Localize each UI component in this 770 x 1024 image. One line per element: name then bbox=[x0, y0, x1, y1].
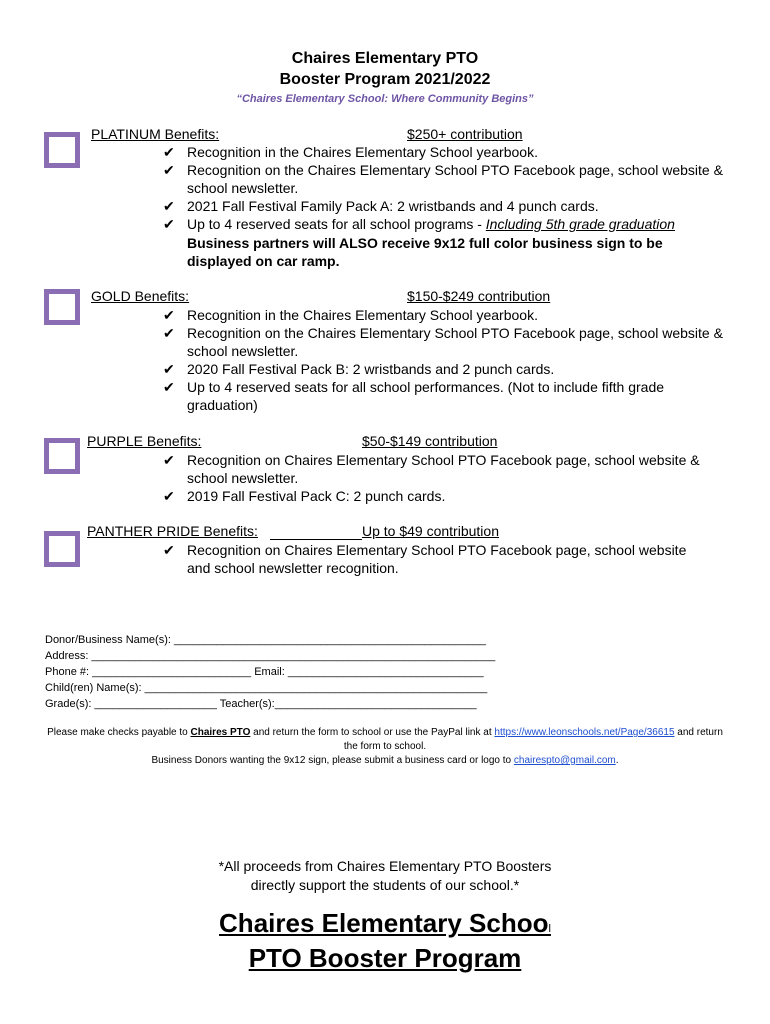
grade-teacher-field[interactable]: Grade(s): ____________________ Teacher(s):_________________________________ bbox=[45, 698, 477, 710]
check-icon: ✔ bbox=[163, 542, 175, 558]
check-icon: ✔ bbox=[163, 144, 175, 160]
gold-tier-name: GOLD Benefits: bbox=[91, 288, 190, 304]
panther-pride-benefit-list bbox=[163, 541, 703, 577]
list-item: ✔ Recognition in the Chaires Elementary School yearbook. bbox=[163, 307, 538, 323]
platinum-checkbox[interactable] bbox=[44, 132, 80, 168]
payment-instructions: Please make checks payable to Chaires PTO and return the form to school or use the PayPal link at https://www.leonschools.net/Page/36615 and return the form to school. Business Donors wanting the 9x12 sign, please submit a business card or logo to chairespto@gmail.com. bbox=[47, 727, 723, 766]
list-item: ✔ 2021 Fall Festival Family Pack A: 2 wristbands and 4 punch cards. bbox=[163, 198, 599, 214]
gold-checkbox[interactable] bbox=[44, 289, 80, 325]
check-icon: ✔ bbox=[163, 488, 175, 504]
list-item: ✔ Recognition on the Chaires Elementary School PTO Facebook page, school website & school newsletter. bbox=[163, 162, 723, 196]
check-icon: ✔ bbox=[163, 198, 175, 214]
check-icon: ✔ bbox=[163, 452, 175, 468]
list-item: ✔ Recognition on Chaires Elementary School PTO Facebook page, school website and school newsletter recognition. bbox=[163, 542, 687, 576]
list-item: ✔ Recognition on Chaires Elementary School PTO Facebook page, school website & school newsletter. bbox=[163, 452, 700, 486]
email-link[interactable]: chairespto@gmail.com bbox=[513, 755, 616, 766]
list-item: ✔ 2020 Fall Festival Pack B: 2 wristbands and 2 punch cards. bbox=[163, 361, 555, 377]
paypal-link[interactable]: https://www.leonschools.net/Page/36615 bbox=[494, 727, 675, 738]
check-icon: ✔ bbox=[163, 162, 175, 178]
check-icon: ✔ bbox=[163, 379, 175, 395]
phone-email-field[interactable]: Phone #: __________________________ Email: ________________________________ bbox=[45, 666, 484, 678]
check-icon: ✔ bbox=[163, 307, 175, 323]
gold-benefit-list bbox=[163, 306, 733, 414]
check-icon: ✔ bbox=[163, 216, 175, 232]
purple-checkbox[interactable] bbox=[44, 438, 80, 474]
list-item: ✔ Up to 4 reserved seats for all school programs - Including 5th grade graduation bbox=[163, 216, 675, 232]
address-field[interactable]: Address: __________________________________________________________________ bbox=[45, 650, 496, 662]
list-item: ✔ 2019 Fall Festival Pack C: 2 punch cards. bbox=[163, 488, 446, 504]
check-icon: ✔ bbox=[163, 361, 175, 377]
panther-pride-underline bbox=[270, 539, 362, 540]
purple-tier-name: PURPLE Benefits: bbox=[87, 433, 202, 449]
donor-name-field[interactable]: Donor/Business Name(s): ___________________________________________________ bbox=[45, 634, 486, 646]
gold-tier-amount: $150-$249 contribution bbox=[407, 288, 551, 304]
graduation-emphasis: Including 5th grade graduation bbox=[485, 216, 675, 232]
list-item: ✔ Recognition on the Chaires Elementary School PTO Facebook page, school website & school newsletter. bbox=[163, 325, 723, 359]
platinum-tier-name: PLATINUM Benefits: bbox=[91, 126, 220, 142]
page-subtitle: Booster Program 2021/2022 bbox=[279, 71, 491, 88]
panther-pride-tier-name: PANTHER PRIDE Benefits: bbox=[87, 523, 258, 539]
panther-pride-tier-amount: Up to $49 contribution bbox=[362, 523, 499, 539]
business-partner-note: Business partners will ALSO receive 9x12 full color business sign to be displayed on car ramp. bbox=[187, 235, 663, 269]
platinum-benefit-list bbox=[163, 143, 733, 233]
proceeds-note: *All proceeds from Chaires Elementary PTO Boosters directly support the students of our school.* bbox=[218, 858, 552, 893]
list-item: ✔ Up to 4 reserved seats for all school performances. (Not to include fifth grade graduation) bbox=[163, 379, 665, 413]
purple-tier-amount: $50-$149 contribution bbox=[362, 433, 498, 449]
page-title: Chaires Elementary PTO bbox=[291, 50, 479, 67]
children-names-field[interactable]: Child(ren) Name(s): ________________________________________________________ bbox=[45, 682, 488, 694]
payable-to: Chaires PTO bbox=[190, 727, 251, 738]
check-icon: ✔ bbox=[163, 325, 175, 341]
platinum-tier-amount: $250+ contribution bbox=[407, 126, 523, 142]
footer-title-line2: PTO Booster Program bbox=[248, 943, 522, 973]
footer-title-line1: Chaires Elementary School bbox=[219, 908, 551, 938]
school-motto: “Chaires Elementary School: Where Community Begins” bbox=[236, 93, 534, 105]
list-item: ✔ Recognition in the Chaires Elementary School yearbook. bbox=[163, 144, 538, 160]
purple-benefit-list bbox=[163, 451, 703, 505]
panther-pride-checkbox[interactable] bbox=[44, 531, 80, 567]
